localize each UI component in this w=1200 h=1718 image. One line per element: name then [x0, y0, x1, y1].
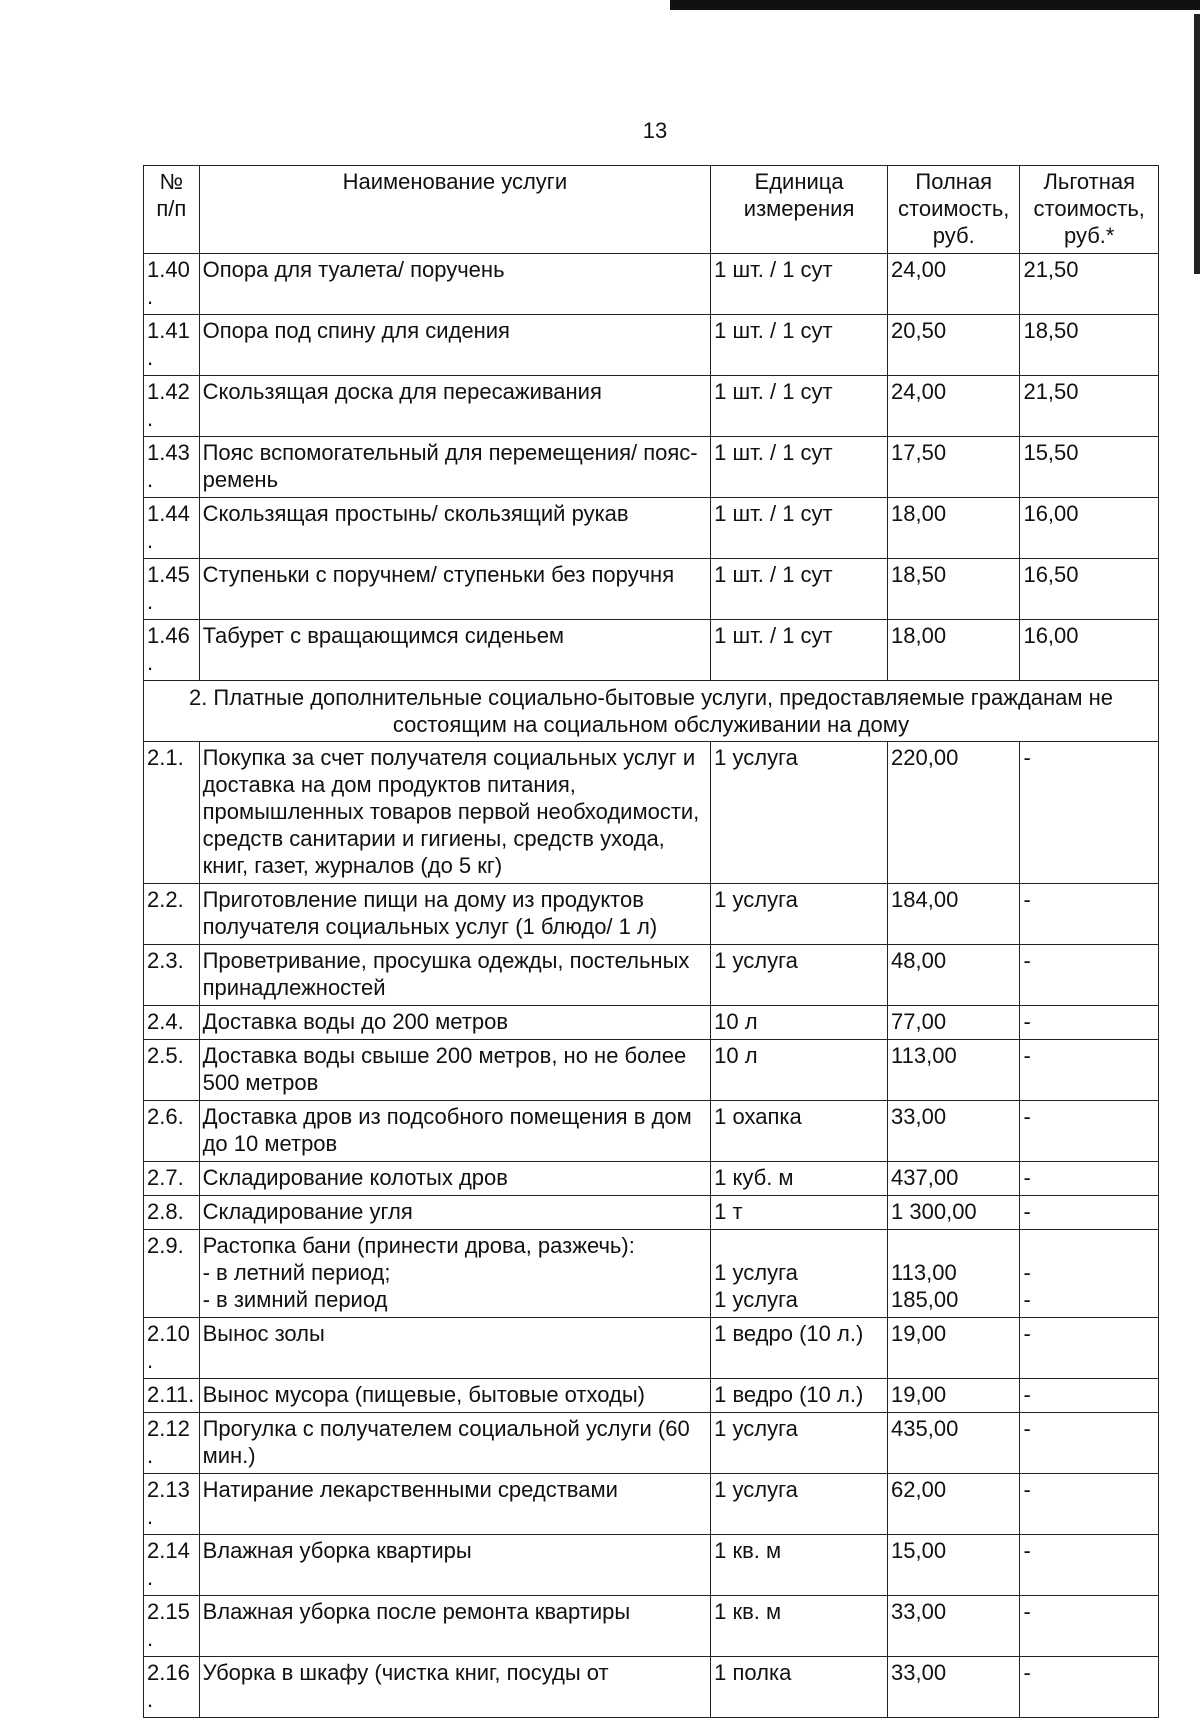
header-unit: Единица измерения [711, 166, 888, 254]
table-row [144, 1535, 1159, 1596]
unit-of-measure: 1 ведро (10 л.) [711, 1379, 888, 1413]
scan-edge-top [670, 0, 1200, 10]
unit-of-measure: 1 услуга [711, 884, 888, 945]
row-number: 2.9. [144, 1230, 200, 1318]
row-number: 2.5. [144, 1040, 200, 1101]
full-price: 184,00 [888, 884, 1020, 945]
full-price: 77,00 [888, 1006, 1020, 1040]
preferential-price: - [1020, 1379, 1159, 1413]
table-row [144, 1318, 1159, 1379]
preferential-price: - [1020, 1413, 1159, 1474]
preferential-price: - [1020, 1657, 1159, 1718]
full-price: 1 300,00 [888, 1196, 1020, 1230]
row-number: 2.2. [144, 884, 200, 945]
row-number: 1.42. [144, 376, 200, 437]
unit-of-measure: 10 л [711, 1006, 888, 1040]
header-preferential-price: Льготная стоимость, руб.* [1020, 166, 1159, 254]
row-number: 2.14. [144, 1535, 200, 1596]
preferential-price: - [1020, 1006, 1159, 1040]
service-name: Складирование колотых дров [199, 1162, 711, 1196]
unit-of-measure: 1 шт. / 1 сут [711, 498, 888, 559]
table-row [144, 884, 1159, 945]
unit-of-measure: 1 услуга [711, 945, 888, 1006]
scan-edge-right [1194, 14, 1200, 274]
service-name: Приготовление пищи на дому из продуктов получателя социальных услуг (1 блюдо/ 1 л) [199, 884, 711, 945]
service-name: Прогулка с получателем социальной услуги (60 мин.) [199, 1413, 711, 1474]
full-price: 62,00 [888, 1474, 1020, 1535]
row-number: 1.43. [144, 437, 200, 498]
unit-of-measure: 1 шт. / 1 сут [711, 376, 888, 437]
service-name: Складирование угля [199, 1196, 711, 1230]
row-number: 2.10. [144, 1318, 200, 1379]
row-number: 1.40. [144, 254, 200, 315]
service-name: Скользящая доска для пересаживания [199, 376, 711, 437]
unit-of-measure: 1 кв. м [711, 1596, 888, 1657]
full-price: 20,50 [888, 315, 1020, 376]
full-price: 113,00 [888, 1040, 1020, 1101]
row-number: 2.8. [144, 1196, 200, 1230]
table-row [144, 559, 1159, 620]
table-row [144, 1040, 1159, 1101]
unit-of-measure: 1 услуга [711, 1413, 888, 1474]
service-name: Вынос золы [199, 1318, 711, 1379]
service-name: Уборка в шкафу (чистка книг, посуды от [199, 1657, 711, 1718]
preferential-price: - [1020, 1596, 1159, 1657]
table-row [144, 1162, 1159, 1196]
table-row [144, 1379, 1159, 1413]
preferential-price: - [1020, 1318, 1159, 1379]
price-table [143, 165, 1159, 1718]
unit-of-measure: 1 шт. / 1 сут [711, 437, 888, 498]
row-number: 2.6. [144, 1101, 200, 1162]
service-name: Доставка воды свыше 200 метров, но не более 500 метров [199, 1040, 711, 1101]
service-name: Покупка за счет получателя социальных услуг и доставка на дом продуктов питания, промышленных товаров первой необходимости, средств санитарии и гигиены, средств ухода, книг, газет, журналов (до 5 кг) [199, 742, 711, 884]
full-price: 18,00 [888, 620, 1020, 681]
unit-of-measure: 1 шт. / 1 сут [711, 620, 888, 681]
preferential-price: - [1020, 1196, 1159, 1230]
service-name: Табурет с вращающимся сиденьем [199, 620, 711, 681]
header-num: № п/п [144, 166, 200, 254]
full-price: 24,00 [888, 254, 1020, 315]
table-row [144, 1474, 1159, 1535]
service-name: Доставка дров из подсобного помещения в дом до 10 метров [199, 1101, 711, 1162]
service-name: Опора под спину для сидения [199, 315, 711, 376]
full-price: 24,00 [888, 376, 1020, 437]
row-number: 2.3. [144, 945, 200, 1006]
row-number: 2.12. [144, 1413, 200, 1474]
full-price: 33,00 [888, 1596, 1020, 1657]
full-price: 113,00 185,00 [888, 1230, 1020, 1318]
preferential-price: 16,50 [1020, 559, 1159, 620]
table-body-part1 [144, 254, 1159, 681]
unit-of-measure: 1 шт. / 1 сут [711, 559, 888, 620]
unit-of-measure: 1 ведро (10 л.) [711, 1318, 888, 1379]
table-row [144, 1101, 1159, 1162]
row-number: 2.4. [144, 1006, 200, 1040]
table-row [144, 1413, 1159, 1474]
service-name: Пояс вспомогательный для перемещения/ пояс-ремень [199, 437, 711, 498]
full-price: 17,50 [888, 437, 1020, 498]
unit-of-measure: 1 услуга 1 услуга [711, 1230, 888, 1318]
preferential-price: - - [1020, 1230, 1159, 1318]
full-price: 19,00 [888, 1318, 1020, 1379]
row-number: 1.41. [144, 315, 200, 376]
table-row [144, 945, 1159, 1006]
preferential-price: - [1020, 884, 1159, 945]
preferential-price: - [1020, 1535, 1159, 1596]
service-name: Проветривание, просушка одежды, постельных принадлежностей [199, 945, 711, 1006]
service-name: Ступеньки с поручнем/ ступеньки без поручня [199, 559, 711, 620]
preferential-price: 16,00 [1020, 498, 1159, 559]
full-price: 435,00 [888, 1413, 1020, 1474]
header-name: Наименование услуги [199, 166, 711, 254]
full-price: 220,00 [888, 742, 1020, 884]
row-number: 1.46. [144, 620, 200, 681]
service-name: Вынос мусора (пищевые, бытовые отходы) [199, 1379, 711, 1413]
table-row [144, 315, 1159, 376]
full-price: 19,00 [888, 1379, 1020, 1413]
table-row [144, 254, 1159, 315]
service-name: Скользящая простынь/ скользящий рукав [199, 498, 711, 559]
unit-of-measure: 1 кв. м [711, 1535, 888, 1596]
service-name: Натирание лекарственными средствами [199, 1474, 711, 1535]
unit-of-measure: 1 услуга [711, 1474, 888, 1535]
table-row [144, 742, 1159, 884]
preferential-price: 21,50 [1020, 376, 1159, 437]
table-row [144, 498, 1159, 559]
unit-of-measure: 1 шт. / 1 сут [711, 315, 888, 376]
preferential-price: - [1020, 742, 1159, 884]
full-price: 33,00 [888, 1101, 1020, 1162]
row-number: 1.44. [144, 498, 200, 559]
row-number: 2.1. [144, 742, 200, 884]
preferential-price: - [1020, 945, 1159, 1006]
full-price: 437,00 [888, 1162, 1020, 1196]
unit-of-measure: 1 услуга [711, 742, 888, 884]
table-row [144, 1596, 1159, 1657]
unit-of-measure: 1 т [711, 1196, 888, 1230]
table-row [144, 620, 1159, 681]
full-price: 15,00 [888, 1535, 1020, 1596]
row-number: 2.15. [144, 1596, 200, 1657]
service-name: Влажная уборка квартиры [199, 1535, 711, 1596]
preferential-price: - [1020, 1162, 1159, 1196]
preferential-price: - [1020, 1474, 1159, 1535]
preferential-price: 16,00 [1020, 620, 1159, 681]
table-row [144, 376, 1159, 437]
unit-of-measure: 10 л [711, 1040, 888, 1101]
table-row [144, 1657, 1159, 1718]
row-number: 2.7. [144, 1162, 200, 1196]
preferential-price: 18,50 [1020, 315, 1159, 376]
row-number: 1.45. [144, 559, 200, 620]
full-price: 18,00 [888, 498, 1020, 559]
full-price: 33,00 [888, 1657, 1020, 1718]
row-number: 2.13. [144, 1474, 200, 1535]
service-name: Доставка воды до 200 метров [199, 1006, 711, 1040]
header-row [144, 166, 1159, 254]
service-name: Опора для туалета/ поручень [199, 254, 711, 315]
table-row [144, 1230, 1159, 1318]
section-2-title: 2. Платные дополнительные социально-бытовые услуги, предоставляемые гражданам не состоящим на социальном обслуживании на дому [144, 681, 1159, 742]
unit-of-measure: 1 охапка [711, 1101, 888, 1162]
service-name: Влажная уборка после ремонта квартиры [199, 1596, 711, 1657]
table-row [144, 1006, 1159, 1040]
unit-of-measure: 1 шт. / 1 сут [711, 254, 888, 315]
row-number: 2.11. [144, 1379, 200, 1413]
unit-of-measure: 1 полка [711, 1657, 888, 1718]
section-row [144, 681, 1159, 742]
header-full-price: Полная стоимость, руб. [888, 166, 1020, 254]
unit-of-measure: 1 куб. м [711, 1162, 888, 1196]
table-row [144, 1196, 1159, 1230]
full-price: 18,50 [888, 559, 1020, 620]
row-number: 2.16. [144, 1657, 200, 1718]
full-price: 48,00 [888, 945, 1020, 1006]
service-name: Растопка бани (принести дрова, разжечь): - в летний период; - в зимний период [199, 1230, 711, 1318]
preferential-price: 21,50 [1020, 254, 1159, 315]
table-body-part2 [144, 742, 1159, 1718]
preferential-price: - [1020, 1101, 1159, 1162]
preferential-price: - [1020, 1040, 1159, 1101]
preferential-price: 15,50 [1020, 437, 1159, 498]
table-body-section-2 [144, 681, 1159, 742]
page-number: 13 [642, 118, 668, 143]
table-row [144, 437, 1159, 498]
